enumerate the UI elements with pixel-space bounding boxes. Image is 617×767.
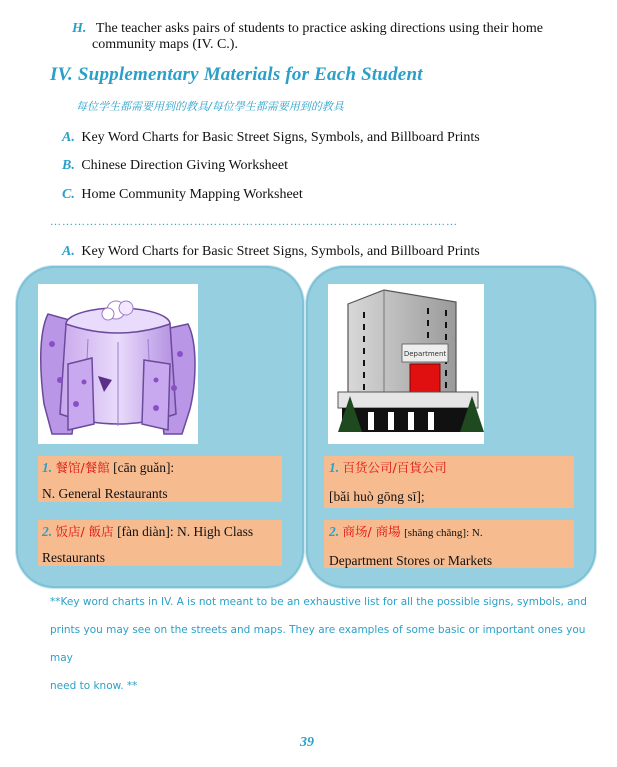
- restaurant-table-icon: [38, 284, 198, 444]
- footnote-line-3: need to know. **: [50, 680, 138, 692]
- label-number: 2.: [329, 524, 340, 539]
- list-item: [62, 129, 480, 146]
- label-pinyin: [shāng chǎng]: N.: [404, 527, 483, 539]
- list-letter: C.: [62, 187, 75, 202]
- list-letter: B.: [62, 158, 75, 173]
- list-text: Chinese Direction Giving Worksheet: [81, 158, 288, 173]
- label-box-2: [324, 520, 574, 568]
- label-definition: [bǎi huò gōng sī];: [329, 489, 425, 504]
- section-subtitle-cn: 每位学生都需要用到的教具/每位學生都需要用到的教具: [76, 100, 344, 113]
- label-chinese: 百货公司/百貨公司: [342, 460, 447, 475]
- label-definition: Department Stores or Markets: [329, 553, 493, 568]
- label-box-1: [38, 456, 282, 502]
- list-item: [62, 157, 288, 174]
- label-number: 1.: [42, 460, 53, 475]
- item-h-letter: H.: [72, 21, 87, 36]
- label-pinyin: [fàn diàn]: N. High Class: [117, 524, 254, 539]
- item-h-line1: The teacher asks pairs of students to practice asking directions using their home: [95, 21, 543, 36]
- label-box-1: [324, 456, 574, 508]
- department-store-building-icon: [328, 284, 484, 444]
- building-sign-text: Department: [403, 350, 447, 358]
- footnote: [50, 588, 590, 700]
- label-chinese: 饭店/ 飯店: [55, 524, 114, 539]
- footnote-line-1: **Key word charts in IV. A is not meant to be an exhaustive list for all the possible signs, symbols, and: [50, 596, 587, 608]
- item-h-line2: community maps (IV. C.).: [92, 37, 238, 52]
- list-letter: A.: [62, 130, 75, 145]
- sub-heading-text: Key Word Charts for Basic Street Signs, Symbols, and Billboard Prints: [81, 244, 480, 259]
- key-word-card-restaurants: [16, 266, 304, 588]
- list-item: [62, 186, 303, 203]
- label-pinyin: [cān guǎn]:: [113, 460, 175, 475]
- key-word-card-department-stores: [306, 266, 596, 588]
- label-number: 2.: [42, 524, 53, 539]
- label-chinese: 商场/ 商場: [342, 524, 401, 539]
- label-box-2: [38, 520, 282, 566]
- label-chinese: 餐馆/餐館: [55, 460, 110, 475]
- label-definition: Restaurants: [42, 550, 105, 565]
- list-text: Home Community Mapping Worksheet: [81, 187, 303, 202]
- page-number: 39: [300, 735, 314, 750]
- list-text: Key Word Charts for Basic Street Signs, Symbols, and Billboard Prints: [81, 130, 480, 145]
- footnote-line-2: prints you may see on the streets and maps. They are examples of some basic or important ones you may: [50, 624, 586, 664]
- section-title: IV. Supplementary Materials for Each Student: [50, 64, 423, 85]
- sub-heading: [62, 243, 480, 260]
- label-definition: N. General Restaurants: [42, 486, 168, 501]
- item-h: [72, 20, 543, 37]
- sub-heading-letter: A.: [62, 244, 75, 259]
- dotted-divider: …………………………………………………………………………………………: [50, 216, 458, 228]
- label-number: 1.: [329, 460, 340, 475]
